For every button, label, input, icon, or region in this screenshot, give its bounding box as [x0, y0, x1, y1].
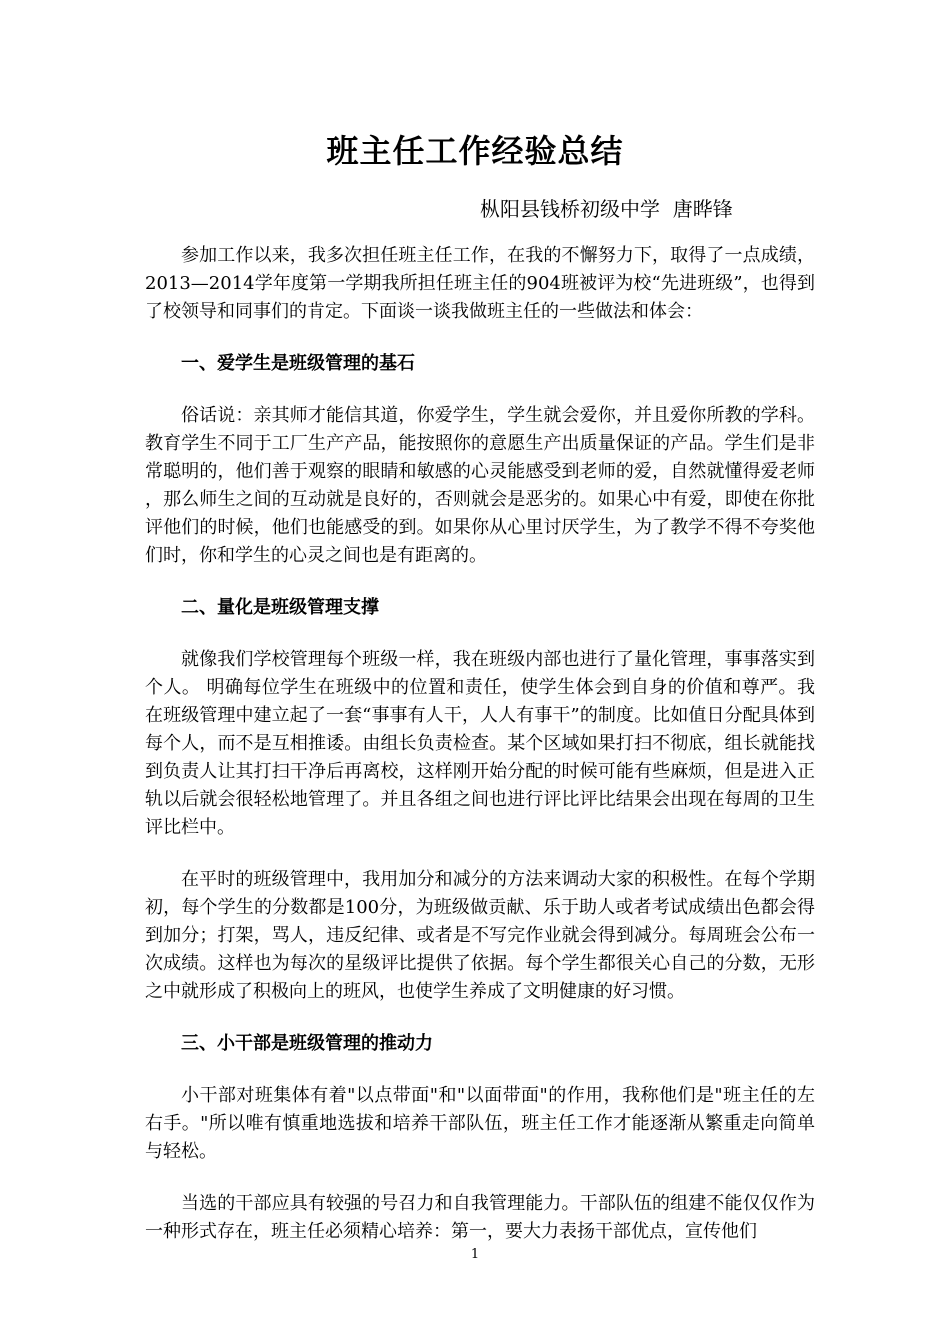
- section-heading-3: 三、小干部是班级管理的推动力: [181, 1033, 433, 1054]
- intro-paragraph: 参加工作以来，我多次担任班主任工作，在我的不懈努力下，取得了一点成绩，2013—2014学年度第一学期我所担任班主任的904班被评为校“先进班级”，也得到了校领导和同事们的肯定。下面谈一谈我做班主任的一些做法和体会：: [145, 245, 815, 322]
- section-2-paragraph-2: 在平时的班级管理中，我用加分和减分的方法来调动大家的积极性。在每个学期初，每个学生的分数都是100分，为班级做贡献、乐于助人或者考试成绩出色都会得到加分；打架，骂人，违反纪律、或者是不写完作业就会得到减分。每周班会公布一次成绩。这样也为每次的星级评比提供了依据。每个学生都很关心自己的分数，无形之中就形成了积极向上的班风，也使学生养成了文明健康的好习惯。: [145, 869, 815, 1002]
- section-1-paragraph: 俗话说：亲其师才能信其道，你爱学生，学生就会爱你，并且爱你所教的学科。教育学生不同于工厂生产产品，能按照你的意愿生产出质量保证的产品。学生们是非常聪明的，他们善于观察的眼睛和敏感的心灵能感受到老师的爱，自然就懂得爱老师，那么师生之间的互动就是良好的，否则就会是恶劣的。如果心中有爱，即使在你批评他们的时候，他们也能感受的到。如果你从心里讨厌学生，为了教学不得不夸奖他们时，你和学生的心灵之间也是有距离的。: [145, 405, 815, 566]
- section-2-paragraph-1: 就像我们学校管理每个班级一样，我在班级内部也进行了量化管理，事事落实到个人。 明确每位学生在班级中的位置和责任，使学生体会到自身的价值和尊严。我在班级管理中建立起了一套“事事有人干，人人有事干”的制度。比如值日分配具体到每个人，而不是互相推诿。由组长负责检查。某个区域如果打扫不彻底，组长就能找到负责人让其打扫干净后再离校，这样刚开始分配的时候可能有些麻烦，但是进入正轨以后就会很轻松地管理了。并且各组之间也进行评比评比结果会出现在每周的卫生评比栏中。: [145, 649, 815, 838]
- section-3-paragraph-1: 小干部对班集体有着"以点带面"和"以面带面"的作用，我称他们是"班主任的左右手。"所以唯有慎重地选拔和培养干部队伍，班主任工作才能逐渐从繁重走向简单与轻松。: [145, 1085, 815, 1162]
- document-body: [145, 242, 815, 1270]
- document-title: 班主任工作经验总结: [326, 132, 624, 170]
- section-heading-1: 一、爱学生是班级管理的基石: [181, 353, 415, 374]
- page-number: 1: [470, 1247, 480, 1262]
- section-heading-2: 二、量化是班级管理支撑: [181, 597, 379, 618]
- section-3-paragraph-2: 当选的干部应具有较强的号召力和自我管理能力。干部队伍的组建不能仅仅作为一种形式存在，班主任必须精心培养：第一，要大力表扬干部优点，宣传他们: [145, 1193, 815, 1242]
- author-line: 枞阳县钱桥初级中学 唐晔锋: [480, 197, 733, 221]
